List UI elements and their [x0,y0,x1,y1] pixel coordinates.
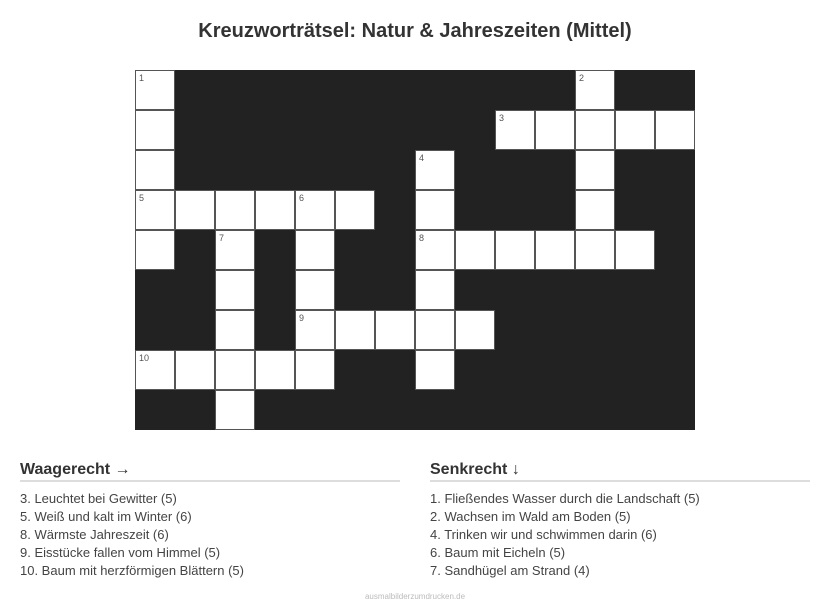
cell-number: 8 [419,233,425,243]
footer-credit: ausmalbilderzumdrucken.de [364,592,466,601]
page-title: Kreuzworträtsel: Natur & Jahreszeiten (Mittel) [198,20,632,42]
grid-cell[interactable] [175,190,215,230]
grid-cell[interactable] [575,150,615,190]
grid-cell[interactable] [335,190,375,230]
grid-cell[interactable] [455,310,495,350]
grid-cell[interactable] [135,190,175,230]
grid-cell[interactable] [135,230,175,270]
grid-cell[interactable] [615,230,655,270]
grid-cell[interactable] [575,110,615,150]
grid-cell[interactable] [295,230,335,270]
grid-cell[interactable] [295,350,335,390]
grid-cell[interactable] [415,150,455,190]
clue-across-8: 8. Wärmste Jahreszeit (6) [20,527,169,542]
down-heading: Senkrecht ↓ [430,460,810,482]
cell-number: 9 [299,313,305,323]
grid-cell[interactable] [135,110,175,150]
grid-cell[interactable] [175,350,215,390]
clue-across-5: 5. Weiß und kalt im Winter (6) [20,509,192,524]
grid-cell[interactable] [295,190,335,230]
clue-down-2: 2. Wachsen im Wald am Boden (5) [430,509,631,524]
cell-number: 2 [579,73,585,83]
cell-number: 3 [499,113,505,123]
cell-number: 1 [139,73,145,83]
grid-cell[interactable] [415,270,455,310]
grid-cell[interactable] [575,230,615,270]
cell-number: 7 [219,233,225,243]
grid-cell[interactable] [215,310,255,350]
across-clues [20,460,400,580]
grid-cell[interactable] [215,230,255,270]
cell-number: 6 [299,193,305,203]
down-clues [430,460,810,580]
grid-cell[interactable] [295,310,335,350]
grid-cell[interactable] [375,310,415,350]
clue-across-3: 3. Leuchtet bei Gewitter (5) [20,491,177,506]
crossword-grid [135,70,695,430]
across-heading: Waagerecht → [20,460,400,482]
grid-cell[interactable] [415,230,455,270]
clue-down-6: 6. Baum mit Eicheln (5) [430,545,566,560]
grid-cell[interactable] [135,70,175,110]
grid-cell[interactable] [495,110,535,150]
grid-cell[interactable] [655,110,695,150]
grid-cell[interactable] [295,270,335,310]
clue-list-across [20,490,400,580]
cell-number: 10 [139,353,150,363]
cell-number: 4 [419,153,425,163]
grid-cell[interactable] [335,310,375,350]
grid-cell[interactable] [135,150,175,190]
cell-number: 5 [139,193,145,203]
grid-cell[interactable] [615,110,655,150]
grid-cell[interactable] [535,110,575,150]
clue-across-10: 10. Baum mit herzförmigen Blättern (5) [20,563,244,578]
grid-cell[interactable] [455,230,495,270]
grid-cell[interactable] [255,350,295,390]
grid-cell[interactable] [575,70,615,110]
grid-cell[interactable] [575,190,615,230]
clue-down-1: 1. Fließendes Wasser durch die Landschaft (5) [430,491,700,506]
clue-down-7: 7. Sandhügel am Strand (4) [430,563,590,578]
grid-cell[interactable] [215,390,255,430]
grid-cell[interactable] [215,190,255,230]
grid-cell[interactable] [415,310,455,350]
clue-list-down [430,490,810,580]
grid-cell[interactable] [135,350,175,390]
grid-cell[interactable] [255,190,295,230]
grid-cell[interactable] [215,350,255,390]
clue-down-4: 4. Trinken wir und schwimmen darin (6) [430,527,657,542]
grid-cell[interactable] [535,230,575,270]
grid-cell[interactable] [495,230,535,270]
clue-across-9: 9. Eisstücke fallen vom Himmel (5) [20,545,221,560]
grid-cell[interactable] [415,350,455,390]
grid-cell[interactable] [215,270,255,310]
grid-cell[interactable] [415,190,455,230]
